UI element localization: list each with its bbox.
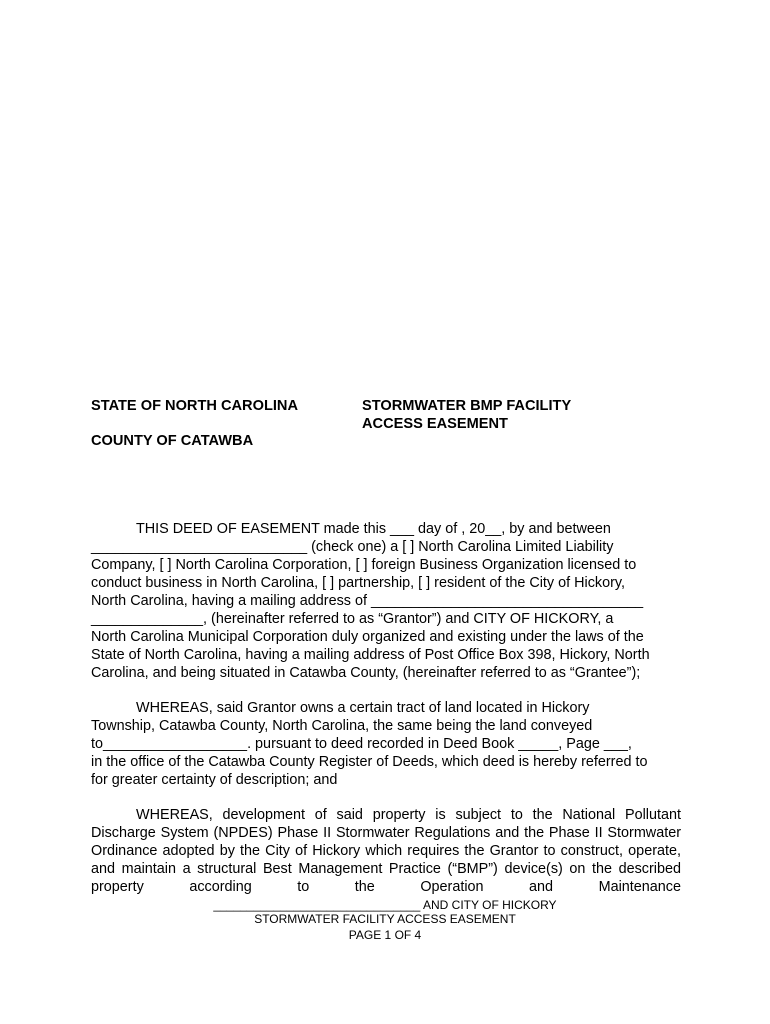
- county-heading: COUNTY OF CATAWBA: [91, 433, 254, 449]
- whereas-npdes-paragraph: [91, 806, 681, 896]
- document-title: [362, 397, 571, 433]
- footer-parties-line: _______________________________ AND CITY OF HICKORY: [213, 898, 557, 912]
- state-heading: STATE OF NORTH CAROLINA: [91, 398, 298, 414]
- footer-page-number: PAGE 1 OF 4: [348, 928, 422, 942]
- deed-opening-text: THIS DEED OF EASEMENT made this ___ day of , 20__, by and between ___________________________ (check one) a [ ] North Carolina Limited Liability Company, [ ] North Carolina Corporation, [ ] foreign Business Organization licensed to conduct business in North Carolina, [ ] partnership, [ ] resident of the City of Hickory, North Carolina, having a mailing address of __________________________________ ______________, (hereinafter referred to as “Grantor”) and CITY OF HICKORY, a North Carolina Municipal Corporation duly organized and existing under the laws of the State of North Carolina, having a mailing address of Post Office Box 398, Hickory, North Carolina, and being situated in Catawba County, (hereinafter referred to as “Grantee”);: [91, 521, 650, 681]
- deed-opening-paragraph: [91, 520, 681, 682]
- document-title-line-2: ACCESS EASEMENT: [362, 416, 508, 432]
- document-title-line-1: STORMWATER BMP FACILITY: [362, 398, 572, 414]
- whereas-tract-text: WHEREAS, said Grantor owns a certain tract of land located in Hickory Township, Catawba County, North Carolina, the same being the land conveyed to__________________. pursuant to deed recorded in Deed Book _____, Page ___, in the office of the Catawba County Register of Deeds, which deed is hereby referred to for greater certainty of description; and: [91, 700, 648, 788]
- whereas-npdes-text: WHEREAS, development of said property is subject to the National Pollutant Discharge System (NPDES) Phase II Stormwater Regulations and the Phase II Stormwater Ordinance adopted by the City of Hickory which requires the Grantor to construct, operate, and maintain a structural Best Management Practice (“BMP”) device(s) on the described property according to the Operation and Maintenance: [91, 807, 681, 895]
- whereas-tract-paragraph: [91, 699, 681, 789]
- footer-document-name: STORMWATER FACILITY ACCESS EASEMENT: [254, 912, 516, 926]
